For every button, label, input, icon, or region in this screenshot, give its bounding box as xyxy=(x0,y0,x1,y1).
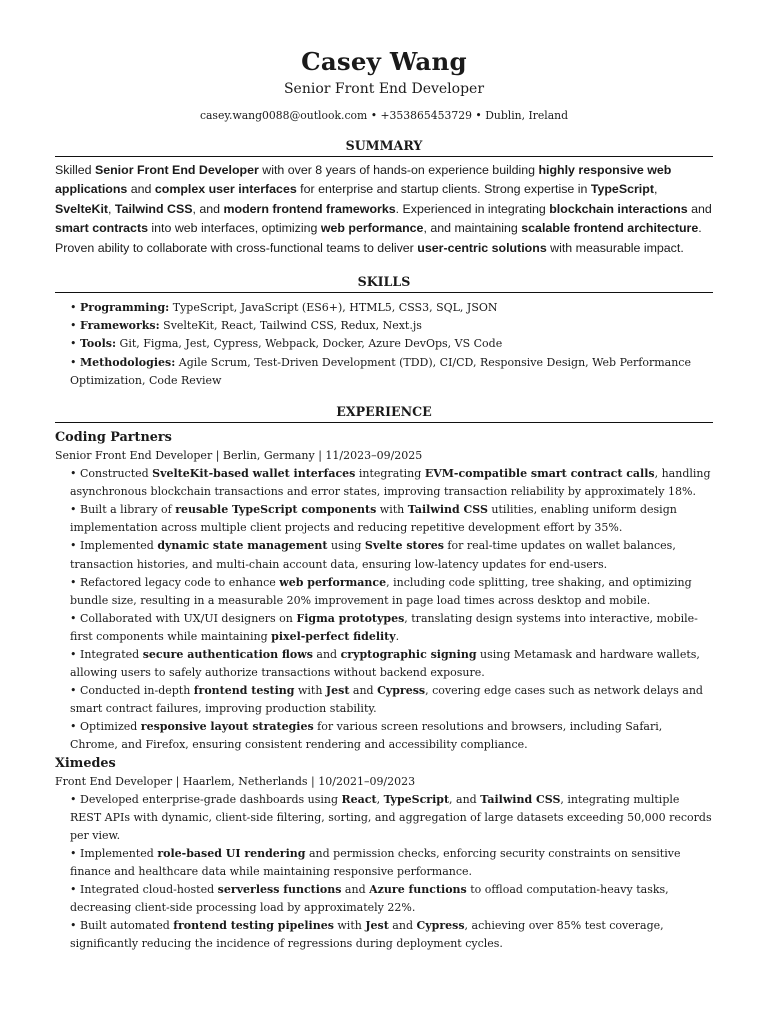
text-run: to offload computation-heavy tasks, decreasing client-side processing load by approximately 22%. xyxy=(70,883,669,915)
text-run: , covering edge cases such as network delays and smart contract failures, improving production stability. xyxy=(70,684,703,716)
bold-text: Jest xyxy=(325,684,350,698)
bold-text: scalable frontend architecture xyxy=(521,221,699,236)
skill-item xyxy=(70,335,713,353)
job-bullet xyxy=(70,537,713,573)
bullet: • xyxy=(70,503,80,517)
text-run: , translating design systems into interactive, mobile-first components while maintaining xyxy=(70,611,698,643)
text-run: and permission checks, enforcing security constraints on sensitive finance and healthcare data while maintaining responsive performance. xyxy=(70,846,681,878)
bold-text: complex user interfaces xyxy=(154,182,297,197)
job-bullet xyxy=(70,501,713,537)
text-run: and xyxy=(349,684,378,698)
bold-text: smart contracts xyxy=(55,221,148,236)
text-run: with xyxy=(376,503,408,517)
job-bullet xyxy=(70,574,713,610)
bullet: • xyxy=(70,301,80,315)
skill-item xyxy=(70,354,713,390)
text-run: . Proven ability to collaborate with cross-functional teams to deliver xyxy=(55,221,702,255)
job-role: Senior Front End Developer | Berlin, Germany | 11/2023–09/2025 xyxy=(55,449,423,463)
skills-list xyxy=(55,299,713,390)
bullet: • xyxy=(70,720,80,734)
text-run: , and xyxy=(192,201,224,216)
bold-text: Tailwind CSS xyxy=(114,201,193,216)
bold-text: modern frontend frameworks xyxy=(223,201,396,216)
text-run: , xyxy=(653,182,658,197)
candidate-name: Casey Wang xyxy=(301,47,467,76)
job-bullet xyxy=(70,718,713,754)
contact-line: casey.wang0088@outlook.com • +353865453729 • Dublin, Ireland xyxy=(199,109,569,122)
bullet: • xyxy=(70,846,80,860)
bold-text: frontend testing pipelines xyxy=(173,919,334,933)
text-run: Implemented xyxy=(80,846,158,860)
skill-label: Frameworks: xyxy=(80,319,160,333)
text-run: utilities, enabling uniform design implementation across multiple client projects and reducing repetitive development effort by 35%. xyxy=(70,503,677,535)
text-run: , xyxy=(108,201,115,216)
text-run: Skilled xyxy=(55,163,95,177)
job-bullet xyxy=(70,845,713,881)
bold-text: Tailwind CSS xyxy=(480,792,561,806)
text-run: , and xyxy=(449,792,481,806)
job-bullet xyxy=(70,791,713,845)
skill-value: TypeScript, JavaScript (ES6+), HTML5, CSS3, SQL, JSON xyxy=(169,301,498,315)
bold-text: TypeScript xyxy=(383,792,450,806)
text-run: Conducted in-depth xyxy=(80,684,194,698)
bullet: • xyxy=(70,337,80,351)
bold-text: frontend testing xyxy=(193,684,295,698)
skill-value: SvelteKit, React, Tailwind CSS, Redux, Next.js xyxy=(159,319,422,333)
bold-text: web performance xyxy=(279,575,387,589)
job-bullet xyxy=(70,610,713,646)
bold-text: responsive layout strategies xyxy=(140,720,314,734)
text-run: . xyxy=(395,629,400,643)
bold-text: TypeScript xyxy=(590,182,654,197)
bold-text: highly responsive web applications xyxy=(55,163,672,197)
candidate-title: Senior Front End Developer xyxy=(283,81,485,97)
text-run: Integrated cloud-hosted xyxy=(80,883,218,897)
bullet: • xyxy=(70,319,80,333)
job-role: Front End Developer | Haarlem, Netherlands | 10/2021–09/2023 xyxy=(55,774,416,788)
text-run: , integrating multiple REST APIs with dynamic, client-side filtering, sorting, and aggregation of large datasets exceeding 50,000 records per view. xyxy=(70,792,712,842)
text-run: Developed enterprise-grade dashboards using xyxy=(80,792,342,806)
bullet: • xyxy=(70,919,80,933)
text-run: into web interfaces, optimizing xyxy=(147,221,321,236)
text-run: with over 8 years of hands-on experience building xyxy=(258,163,539,177)
bold-text: SvelteKit-based wallet interfaces xyxy=(152,467,356,481)
bold-text: user-centric solutions xyxy=(417,240,547,255)
bullet: • xyxy=(70,647,80,661)
bold-text: Cypress xyxy=(416,919,465,933)
job-bullet xyxy=(70,682,713,718)
text-run: and xyxy=(341,883,370,897)
text-run: Collaborated with UX/UI designers on xyxy=(80,611,297,625)
text-run: Implemented xyxy=(80,539,158,553)
bold-text: Tailwind CSS xyxy=(407,503,488,517)
bullet: • xyxy=(70,792,80,806)
bold-text: dynamic state management xyxy=(157,539,328,553)
text-run: Constructed xyxy=(80,467,153,481)
text-run: with measurable impact. xyxy=(546,240,684,255)
text-run: , achieving over 85% test coverage, significantly reducing the incidence of regressions during deployment cycles. xyxy=(70,919,664,951)
bold-text: React xyxy=(341,792,377,806)
bold-text: web performance xyxy=(320,221,424,236)
text-run: and xyxy=(127,182,155,197)
job-bullet xyxy=(70,465,713,501)
bullet: • xyxy=(70,539,80,553)
bold-text: Jest xyxy=(365,919,389,933)
skill-item xyxy=(70,317,713,335)
bold-text: serverless functions xyxy=(217,883,342,897)
job-bullet xyxy=(70,881,713,917)
job-bullet xyxy=(70,917,713,953)
skill-label: Programming: xyxy=(80,301,170,315)
bullet: • xyxy=(70,611,80,625)
company-name: Coding Partners xyxy=(55,430,172,446)
bold-text: cryptographic signing xyxy=(340,647,477,661)
text-run: , handling asynchronous blockchain transactions and error states, improving transaction reliability by approximately 18%. xyxy=(70,467,711,499)
summary-heading: SUMMARY xyxy=(55,138,713,157)
text-run: with xyxy=(333,919,366,933)
bold-text: Senior Front End Developer xyxy=(94,163,259,177)
text-run: , and maintaining xyxy=(423,221,522,236)
text-run: and xyxy=(687,201,712,216)
text-run: Built automated xyxy=(80,919,174,933)
text-run: Optimized xyxy=(80,720,141,734)
bullet: • xyxy=(70,684,80,698)
job-bullets xyxy=(55,791,713,954)
text-run: , xyxy=(376,792,384,806)
text-run: and xyxy=(312,647,341,661)
job-bullet xyxy=(70,646,713,682)
bold-text: pixel-perfect fidelity xyxy=(271,629,396,643)
job-bullets xyxy=(55,465,713,755)
bold-text: Cypress xyxy=(377,684,426,698)
text-run: using Metamask and hardware wallets, allowing users to safely authorize transactions without backend exposure. xyxy=(70,647,700,680)
experience-heading: EXPERIENCE xyxy=(55,404,713,423)
text-run: , including code splitting, tree shaking, and optimizing bundle size, resulting in a measurable 20% improvement in page load times across desktop and mobile. xyxy=(70,575,692,607)
skill-label: Tools: xyxy=(80,337,117,351)
skill-label: Methodologies: xyxy=(80,355,176,369)
text-run: using xyxy=(327,539,365,553)
company-name: Ximedes xyxy=(55,755,116,771)
text-run: for enterprise and startup clients. Strong expertise in xyxy=(296,182,591,197)
text-run: . Experienced in integrating xyxy=(395,201,550,216)
bold-text: Azure functions xyxy=(369,883,467,897)
bullet: • xyxy=(70,355,80,369)
text-run: Built a library of xyxy=(80,503,176,517)
text-run: for real-time updates on wallet balances, transaction histories, and multi-chain account data, ensuring low-latency updates for end-users. xyxy=(70,539,676,571)
summary-paragraph xyxy=(55,161,713,258)
text-run: integrating xyxy=(355,467,425,481)
skills-heading: SKILLS xyxy=(55,274,713,293)
bold-text: secure authentication flows xyxy=(142,647,313,661)
text-run: Refactored legacy code to enhance xyxy=(80,575,280,589)
bold-text: Figma prototypes xyxy=(296,611,405,625)
skill-item xyxy=(70,299,713,317)
bullet: • xyxy=(70,883,80,897)
text-run: Integrated xyxy=(80,647,143,661)
bold-text: SvelteKit xyxy=(55,201,109,216)
bold-text: role-based UI rendering xyxy=(157,846,306,860)
bold-text: EVM-compatible smart contract calls xyxy=(424,467,655,481)
skill-value: Git, Figma, Jest, Cypress, Webpack, Docker, Azure DevOps, VS Code xyxy=(116,337,503,351)
skill-value: Agile Scrum, Test-Driven Development (TDD), CI/CD, Responsive Design, Web Performance Optimization, Code Review xyxy=(70,355,691,387)
bullet: • xyxy=(70,467,80,481)
text-run: with xyxy=(294,684,326,698)
bold-text: reusable TypeScript components xyxy=(175,503,377,517)
text-run: for various screen resolutions and browsers, including Safari, Chrome, and Firefox, ensuring consistent rendering and accessibility compliance. xyxy=(70,720,663,752)
experience-list xyxy=(55,429,713,953)
bold-text: Svelte stores xyxy=(364,539,444,553)
bold-text: blockchain interactions xyxy=(549,201,688,216)
bullet: • xyxy=(70,575,80,589)
text-run: and xyxy=(388,919,417,933)
